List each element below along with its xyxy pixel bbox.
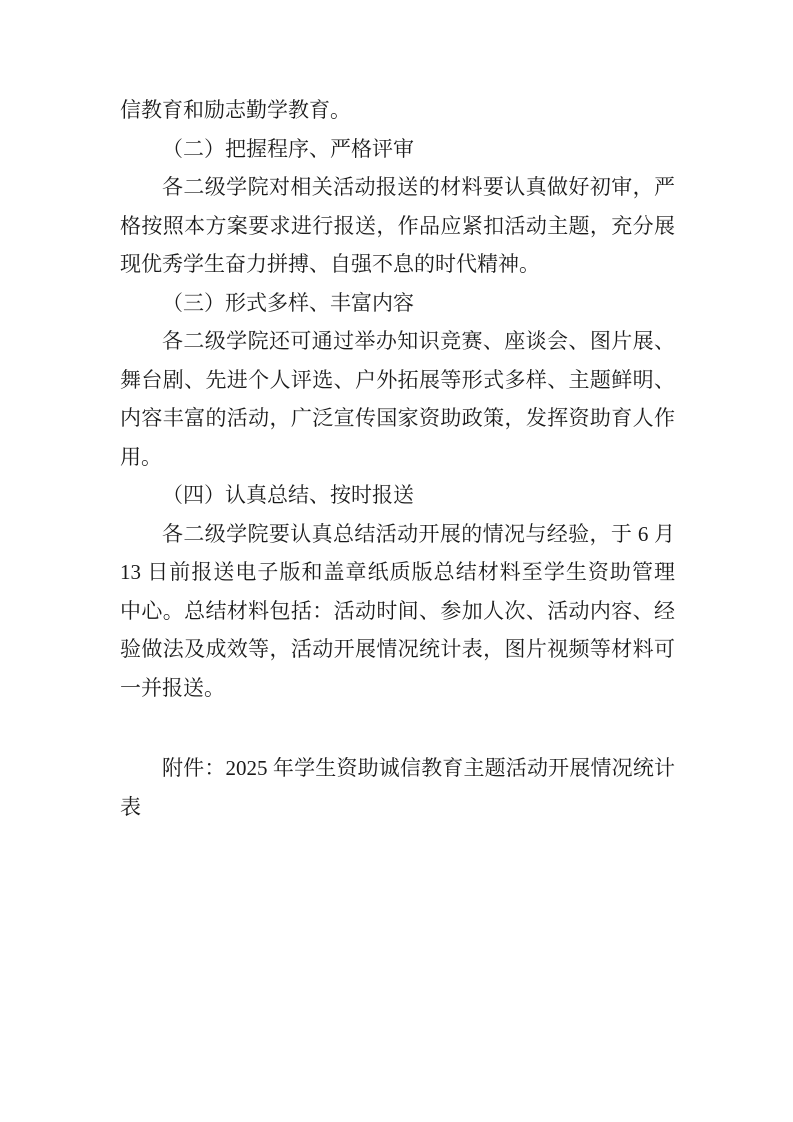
- document-line: 一并报送。: [120, 675, 225, 700]
- document-line: 各二级学院要认真总结活动开展的情况与经验，于 6 月: [162, 521, 675, 546]
- document-line: 现优秀学生奋力拼搏、自强不息的时代精神。: [120, 252, 540, 276]
- document-line: 各二级学院对相关活动报送的材料要认真做好初审，严: [162, 175, 675, 199]
- document-line: 验做法及成效等，活动开展情况统计表，图片视频等材料可: [120, 637, 675, 661]
- blank-line: [120, 707, 675, 749]
- document-line: 中心。总结材料包括：活动时间、参加人次、活动内容、经: [120, 598, 675, 623]
- document-line: 内容丰富的活动，广泛宣传国家资助政策，发挥资助育人作: [120, 406, 675, 430]
- document-line-attachment: 附件：2025 年学生资助诚信教育主题活动开展情况统计: [162, 756, 675, 780]
- document-line-section-heading: （四）认真总结、按时报送: [162, 483, 414, 507]
- document-line: 13 日前报送电子版和盖章纸质版总结材料至学生资助管理: [120, 560, 675, 584]
- document-line: 格按照本方案要求进行报送，作品应紧扣活动主题，充分展: [120, 213, 675, 238]
- document-line-section-heading: （三）形式多样、丰富内容: [162, 290, 414, 315]
- document-line: 用。: [120, 444, 162, 469]
- document-line: 舞台剧、先进个人评选、户外拓展等形式多样、主题鲜明、: [120, 367, 675, 392]
- document-line-section-heading: （二）把握程序、严格评审: [162, 136, 414, 161]
- document-line: 信教育和励志勤学教育。: [120, 98, 351, 122]
- document-text-block: [120, 91, 675, 826]
- document-line-attachment: 表: [120, 794, 141, 819]
- document-line: 各二级学院还可通过举办知识竞赛、座谈会、图片展、: [162, 329, 675, 353]
